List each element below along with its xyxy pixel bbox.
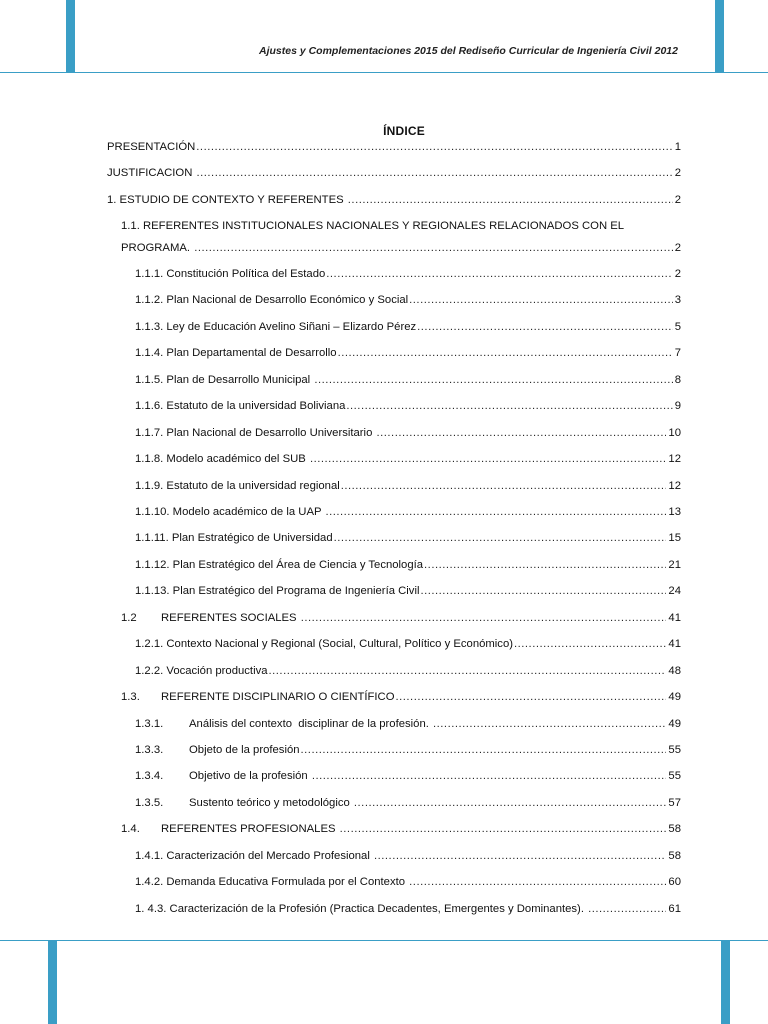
toc-entry[interactable] [135, 452, 681, 466]
toc-entry[interactable] [135, 717, 681, 731]
toc-entry-page: 55 [668, 744, 681, 756]
toc-entry[interactable] [135, 849, 681, 863]
toc-dot-leader [196, 140, 672, 154]
toc-dot-leader [310, 452, 666, 466]
toc-dot-leader [334, 531, 667, 545]
toc-entry-label: 1.1.2. Plan Nacional de Desarrollo Económico y Social [135, 294, 409, 306]
toc-entry-text: Objeto de la profesión [189, 744, 300, 756]
toc-entry-page: 15 [668, 532, 681, 544]
toc-entry-page: 12 [668, 480, 681, 492]
toc-entry-label: 1.1.6. Estatuto de la universidad Boliviana [135, 400, 346, 412]
toc-entry-page: 49 [668, 718, 681, 730]
toc-entry-label [121, 611, 300, 625]
toc-entry-page: 2 [674, 194, 681, 206]
toc-entry-page: 12 [668, 453, 681, 465]
toc-dot-leader [396, 690, 667, 704]
toc-entry-label: 1.1.10. Modelo académico de la UAP [135, 506, 325, 518]
toc-entry[interactable] [135, 743, 681, 757]
frame-bar-top-left [66, 0, 75, 72]
toc-entry-number: 1.3.4. [135, 770, 164, 782]
toc-entry-number: 1.3.5. [135, 797, 164, 809]
toc-entry-page: 8 [674, 374, 681, 386]
toc-entry[interactable] [135, 796, 681, 810]
toc-entry-label: 1.4.1. Caracterización del Mercado Profesional [135, 850, 373, 862]
toc-entry-text: Sustento teórico y metodológico [189, 797, 353, 809]
toc-entry-label: PRESENTACIÓN [107, 141, 196, 153]
toc-entry-page: 24 [668, 585, 681, 597]
toc-dot-leader [374, 849, 666, 863]
toc-entry-page: 21 [668, 559, 681, 571]
toc-dot-leader [514, 637, 666, 651]
toc-entry-label: 1.2.2. Vocación productiva [135, 665, 268, 677]
toc-dot-leader [424, 558, 666, 572]
toc-entry-text: Objetivo de la profesión [189, 770, 311, 782]
frame-bar-bottom-left [48, 941, 57, 1024]
toc-entry-label: 1.1.1. Constitución Política del Estado [135, 268, 326, 280]
toc-entry-label [135, 796, 353, 810]
toc-entry-number: 1.3.1. [135, 718, 164, 730]
toc-dot-leader [314, 373, 672, 387]
toc-entry-label: 1.1.5. Plan de Desarrollo Municipal [135, 374, 314, 386]
toc-entry[interactable] [135, 769, 681, 783]
toc-entry-text: REFERENTES PROFESIONALES [161, 823, 339, 835]
toc-title: ÍNDICE [383, 124, 425, 138]
toc-entry[interactable] [135, 902, 681, 916]
frame-bar-bottom-right [721, 941, 730, 1024]
toc-entry-label: 1.1.8. Modelo académico del SUB [135, 453, 309, 465]
toc-entry-label: 1.1.12. Plan Estratégico del Área de Ciencia y Tecnología [135, 559, 424, 571]
frame-bar-top-right [715, 0, 724, 72]
toc-dot-leader [433, 717, 666, 731]
toc-entry-page: 2 [674, 242, 681, 254]
toc-entry-page: 41 [668, 612, 681, 624]
toc-dot-leader [340, 822, 667, 836]
toc-entry-page: 41 [668, 638, 681, 650]
toc-entry-page: 48 [668, 665, 681, 677]
toc-entry-number: 1.3. [121, 691, 140, 703]
toc-dot-leader [588, 902, 666, 916]
toc-entry-label: 1.1.13. Plan Estratégico del Programa de Ingeniería Civil [135, 585, 420, 597]
toc-entry-label [135, 717, 432, 731]
toc-entry-label [135, 743, 300, 757]
toc-entry-label: 1.1.3. Ley de Educación Avelino Siñani – Elizardo Pérez [135, 321, 417, 333]
toc-entry[interactable] [135, 875, 681, 889]
toc-entry-label: 1. 4.3. Caracterización de la Profesión (Practica Decadentes, Emergentes y Dominantes). [135, 903, 588, 915]
toc-entry-page: 1 [674, 141, 681, 153]
toc-entry[interactable] [135, 267, 681, 281]
toc-dot-leader [301, 611, 667, 625]
toc-entry[interactable] [135, 426, 681, 440]
toc-dot-leader [194, 241, 673, 255]
toc-dot-leader [409, 875, 666, 889]
toc-entry-page: 49 [668, 691, 681, 703]
toc-entry-label: 1.4.2. Demanda Educativa Formulada por el Contexto [135, 876, 409, 888]
toc-entry-page: 2 [674, 167, 681, 179]
toc-entry-label: 1. ESTUDIO DE CONTEXTO Y REFERENTES [107, 194, 347, 206]
toc-dot-leader [341, 479, 667, 493]
toc-entry-label: 1.1.4. Plan Departamental de Desarrollo [135, 347, 337, 359]
toc-entry-page: 61 [668, 903, 681, 915]
toc-entry-page: 7 [674, 347, 681, 359]
toc-entry[interactable] [135, 373, 681, 387]
toc-entry[interactable] [121, 690, 681, 704]
toc-entry-label-line1: 1.1. REFERENTES INSTITUCIONALES NACIONALES Y REGIONALES RELACIONADOS CON EL [121, 220, 625, 232]
toc-entry-label [135, 769, 311, 783]
toc-entry-page: 55 [668, 770, 681, 782]
toc-entry-page: 3 [674, 294, 681, 306]
toc-dot-leader [346, 399, 672, 413]
toc-dot-leader [326, 267, 672, 281]
toc-dot-leader [417, 320, 673, 334]
toc-dot-leader [348, 193, 673, 207]
toc-entry[interactable] [107, 166, 681, 180]
toc-entry[interactable] [135, 320, 681, 334]
frame-line-bottom [0, 940, 768, 941]
toc-dot-leader [269, 664, 667, 678]
toc-entry-page: 60 [668, 876, 681, 888]
toc-entry-number: 1.4. [121, 823, 140, 835]
toc-entry-label [121, 822, 339, 836]
toc-entry-page: 57 [668, 797, 681, 809]
toc-entry-label: 1.2.1. Contexto Nacional y Regional (Social, Cultural, Político y Económico) [135, 638, 513, 650]
toc-dot-leader [420, 584, 666, 598]
toc-entry[interactable] [121, 241, 681, 255]
toc-entry-page: 58 [668, 850, 681, 862]
toc-entry-page: 13 [668, 506, 681, 518]
toc-entry-label [121, 690, 395, 704]
toc-entry-page: 2 [674, 268, 681, 280]
toc-entry-page: 9 [674, 400, 681, 412]
toc-entry[interactable] [135, 399, 681, 413]
toc-dot-leader [338, 346, 673, 360]
toc-entry-label: JUSTIFICACION [107, 167, 196, 179]
toc-entry-label: PROGRAMA. [121, 242, 194, 254]
toc-entry[interactable] [107, 140, 681, 154]
toc-entry-number: 1.3.3. [135, 744, 164, 756]
toc-entry[interactable] [121, 611, 681, 625]
toc-entry-text: REFERENTES SOCIALES [161, 612, 300, 624]
toc-entry-page: 10 [668, 427, 681, 439]
toc-dot-leader [197, 166, 673, 180]
toc-dot-leader [325, 505, 666, 519]
toc-entry-number: 1.2 [121, 612, 137, 624]
toc-entry-label: 1.1.7. Plan Nacional de Desarrollo Universitario [135, 427, 376, 439]
toc-entry[interactable] [121, 822, 681, 836]
toc-dot-leader [354, 796, 667, 810]
toc-dot-leader [377, 426, 667, 440]
toc-dot-leader [409, 293, 673, 307]
toc-dot-leader [301, 743, 667, 757]
running-header: Ajustes y Complementaciones 2015 del Rediseño Curricular de Ingeniería Civil 2012 [259, 45, 678, 57]
toc-entry[interactable] [135, 664, 681, 678]
toc-entry-label: 1.1.9. Estatuto de la universidad regional [135, 480, 340, 492]
toc-entry-page: 5 [674, 321, 681, 333]
toc-dot-leader [312, 769, 667, 783]
toc-entry[interactable] [135, 584, 681, 598]
toc-entry-page: 58 [668, 823, 681, 835]
toc-entry[interactable] [107, 193, 681, 207]
toc-entry[interactable] [135, 637, 681, 651]
toc-entry[interactable] [135, 293, 681, 307]
toc-entry[interactable] [135, 558, 681, 572]
toc-entry[interactable] [135, 531, 681, 545]
frame-line-top [0, 72, 768, 73]
toc-entry[interactable] [135, 505, 681, 519]
toc-entry[interactable] [135, 346, 681, 360]
toc-entry-text: REFERENTE DISCIPLINARIO O CIENTÍFICO [161, 691, 395, 703]
toc-entry[interactable] [135, 479, 681, 493]
toc-entry-label: 1.1.11. Plan Estratégico de Universidad [135, 532, 333, 544]
toc-entry-text: Análisis del contexto disciplinar de la profesión. [189, 718, 433, 730]
